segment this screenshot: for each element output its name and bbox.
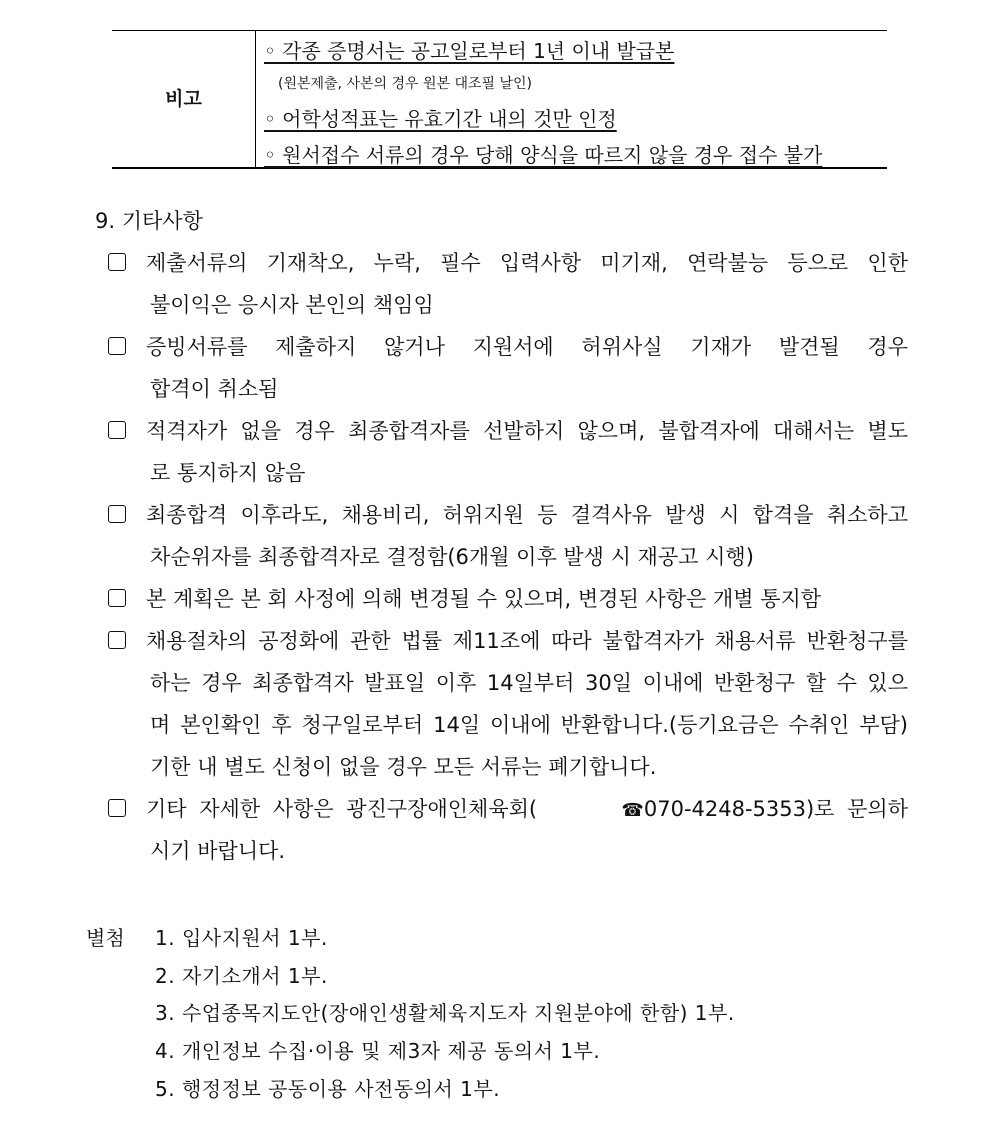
checkbox-icon [108, 505, 126, 523]
item-line: 차순위자를 최종합격자로 결정함(6개월 이후 발생 시 재공고 시행) [150, 545, 754, 569]
checkbox-icon [108, 631, 126, 649]
item-line: 하는 경우 최종합격자 발표일 이후 14일부터 30일 이내에 반환청구 할 수 있으 [150, 671, 908, 695]
contact-text-group [537, 793, 908, 823]
checkbox-icon [108, 799, 126, 817]
item-line: 채용절차의 공정화에 관한 법률 제11조에 따라 불합격자가 채용서류 반환청구를 [146, 629, 908, 653]
checkbox-icon [108, 589, 126, 607]
section-title: 9. 기타사항 [95, 209, 203, 233]
attachment-item: 1. 입사지원서 1부. [155, 926, 328, 950]
checkbox-icon [108, 337, 126, 355]
remark-line-3: ◦ 어학성적표는 유효기간 내의 것만 인정 [264, 107, 617, 131]
item-line: 시기 바랍니다. [150, 839, 286, 863]
item-line: 로 통지하지 않음 [150, 461, 306, 485]
attachment-item: 4. 개인정보 수집·이용 및 제3자 제공 동의서 1부. [155, 1039, 601, 1063]
remarks-body [256, 31, 887, 167]
item-line: 최종합격 이후라도, 채용비리, 허위지원 등 결격사유 발생 시 합격을 취소하고 [146, 503, 908, 527]
remarks-label: 비고 [112, 31, 256, 167]
attachment-item: 3. 수업종목지도안(장애인생활체육지도자 지원분야에 한함) 1부. [155, 1001, 735, 1025]
attachments-label: 별첨 [86, 926, 125, 950]
item-line: 합격이 취소됨 [150, 377, 279, 401]
item-line: 제출서류의 기재착오, 누락, 필수 입력사항 미기재, 연락불능 등으로 인한 [146, 251, 908, 275]
contact-text-post: 070-4248-5353)로 문의하 [643, 797, 908, 821]
remark-line-2: (원본제출, 사본의 경우 원본 대조필 날인) [278, 76, 533, 92]
item-line: 증빙서류를 제출하지 않거나 지원서에 허위사실 기재가 발견될 경우 [146, 335, 908, 359]
item-line [146, 793, 908, 823]
item-line: 본 계획은 본 회 사정에 의해 변경될 수 있으며, 변경된 사항은 개별 통지함 [146, 587, 822, 611]
item-line: 기한 내 별도 신청이 없을 경우 모든 서류는 폐기합니다. [150, 755, 657, 779]
contact-text-pre: 기타 자세한 사항은 광진구장애인체육회( [146, 797, 538, 821]
attachment-item: 2. 자기소개서 1부. [155, 964, 328, 988]
item-line: 적격자가 없을 경우 최종합격자를 선발하지 않으며, 불합격자에 대해서는 별도 [146, 419, 908, 443]
item-line: 불이익은 응시자 본인의 책임임 [150, 293, 434, 317]
remarks-table [112, 30, 887, 169]
attachment-item: 5. 행정정보 공동이용 사전동의서 1부. [155, 1077, 501, 1101]
remark-line-4: ◦ 원서접수 서류의 경우 당해 양식을 따르지 않을 경우 접수 불가 [264, 143, 823, 167]
phone-icon: ☎ [621, 800, 644, 821]
remark-line-1: ◦ 각종 증명서는 공고일로부터 1년 이내 발급본 [264, 39, 675, 63]
item-line: 며 본인확인 후 청구일로부터 14일 이내에 반환합니다.(등기요금은 수취인 부담) [150, 713, 908, 737]
checkbox-icon [108, 253, 126, 271]
checkbox-icon [108, 421, 126, 439]
